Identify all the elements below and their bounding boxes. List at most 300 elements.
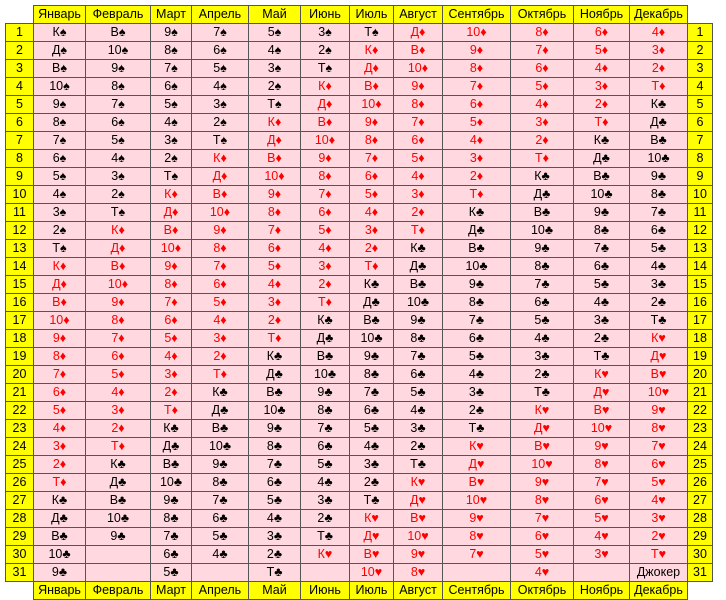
card-cell: В♣ (301, 348, 350, 366)
bottom-month-11: Декабрь (630, 582, 688, 600)
card-cell: 4♦ (394, 168, 443, 186)
card-cell: Т♦ (301, 294, 350, 312)
day-number-left: 17 (6, 312, 34, 330)
card-cell: К♥ (350, 510, 394, 528)
card-cell: 2♦ (350, 240, 394, 258)
day-row (6, 258, 713, 276)
card-cell: 7♥ (574, 474, 630, 492)
card-cell: 5♦ (34, 402, 86, 420)
card-cell: 7♣ (249, 456, 301, 474)
card-cell: 2♦ (443, 168, 511, 186)
card-cell: 8♦ (443, 60, 511, 78)
card-cell: 5♦ (443, 114, 511, 132)
card-cell: 9♣ (350, 348, 394, 366)
card-cell: 4♦ (151, 348, 192, 366)
card-cell: 4♣ (574, 294, 630, 312)
day-number-left: 10 (6, 186, 34, 204)
card-cell: 2♠ (301, 42, 350, 60)
day-number-left: 18 (6, 330, 34, 348)
day-number-left: 14 (6, 258, 34, 276)
card-cell: 9♥ (394, 546, 443, 564)
card-cell: 8♦ (151, 276, 192, 294)
card-cell: 8♥ (511, 492, 574, 510)
card-cell: 2♦ (394, 204, 443, 222)
card-cell: 7♣ (192, 492, 249, 510)
day-row (6, 78, 713, 96)
card-cell: 3♦ (443, 150, 511, 168)
day-number-left: 20 (6, 366, 34, 384)
card-cell: 10♦ (151, 240, 192, 258)
card-cell: 3♦ (630, 42, 688, 60)
card-cell: 3♣ (574, 312, 630, 330)
card-cell: Д♥ (350, 528, 394, 546)
card-cell: 3♠ (249, 60, 301, 78)
day-number-right: 10 (688, 186, 713, 204)
card-cell: 9♦ (34, 330, 86, 348)
card-cell: 7♣ (350, 384, 394, 402)
card-cell: 4♦ (443, 132, 511, 150)
card-cell: 5♣ (511, 312, 574, 330)
day-number-left: 23 (6, 420, 34, 438)
day-row (6, 474, 713, 492)
card-cell: 2♠ (151, 150, 192, 168)
card-cell: В♣ (86, 492, 151, 510)
card-cell: 5♦ (151, 330, 192, 348)
card-cell: Т♣ (630, 312, 688, 330)
card-cell: В♦ (34, 294, 86, 312)
card-cell: 6♣ (249, 474, 301, 492)
card-cell: 5♣ (151, 564, 192, 582)
day-row (6, 96, 713, 114)
card-cell: 2♦ (301, 276, 350, 294)
card-cell: 2♦ (192, 348, 249, 366)
day-number-right: 1 (688, 24, 713, 42)
card-cell: 5♦ (301, 222, 350, 240)
card-cell: 4♣ (394, 402, 443, 420)
day-number-left: 29 (6, 528, 34, 546)
card-cell: Д♥ (511, 420, 574, 438)
day-number-left: 1 (6, 24, 34, 42)
card-cell: 5♠ (86, 132, 151, 150)
day-row (6, 312, 713, 330)
card-cell: К♣ (574, 132, 630, 150)
day-number-right: 28 (688, 510, 713, 528)
card-cell: 6♦ (249, 240, 301, 258)
card-cell: Т♦ (192, 366, 249, 384)
top-month-2: Март (151, 6, 192, 24)
card-cell: Д♣ (574, 150, 630, 168)
card-cell: Т♣ (394, 456, 443, 474)
card-cell: 7♠ (192, 24, 249, 42)
card-cell: К♣ (34, 492, 86, 510)
card-cell: 4♦ (86, 384, 151, 402)
card-cell: Д♦ (34, 276, 86, 294)
card-cell: К♣ (301, 312, 350, 330)
bottom-month-5: Июнь (301, 582, 350, 600)
day-number-right: 8 (688, 150, 713, 168)
card-cell: 7♦ (350, 150, 394, 168)
day-row (6, 366, 713, 384)
card-cell: 7♠ (86, 96, 151, 114)
day-number-left: 16 (6, 294, 34, 312)
card-cell: 5♦ (574, 42, 630, 60)
card-cell: 9♣ (394, 312, 443, 330)
card-cell: В♦ (86, 258, 151, 276)
day-number-right: 23 (688, 420, 713, 438)
card-cell: Д♣ (34, 510, 86, 528)
card-cell: В♦ (249, 150, 301, 168)
card-cell: 4♠ (151, 114, 192, 132)
card-cell: 9♠ (151, 24, 192, 42)
card-cell: Т♣ (301, 528, 350, 546)
card-cell: К♣ (443, 204, 511, 222)
card-cell: 6♦ (394, 132, 443, 150)
card-cell: 6♦ (511, 60, 574, 78)
card-cell: Т♦ (249, 330, 301, 348)
card-cell: Д♦ (394, 24, 443, 42)
card-cell: 5♣ (249, 492, 301, 510)
day-number-left: 31 (6, 564, 34, 582)
card-cell: 3♦ (34, 438, 86, 456)
day-row (6, 132, 713, 150)
card-cell: 9♣ (301, 384, 350, 402)
day-number-right: 6 (688, 114, 713, 132)
card-cell: В♣ (443, 240, 511, 258)
day-number-left: 4 (6, 78, 34, 96)
top-month-4: Май (249, 6, 301, 24)
card-cell: 5♠ (151, 96, 192, 114)
card-cell: В♠ (86, 24, 151, 42)
card-cell (574, 564, 630, 582)
card-cell: 6♣ (350, 402, 394, 420)
day-number-right: 24 (688, 438, 713, 456)
card-cell: 2♣ (443, 402, 511, 420)
card-cell: 3♣ (511, 348, 574, 366)
day-number-right: 27 (688, 492, 713, 510)
card-cell: В♥ (350, 546, 394, 564)
day-number-left: 5 (6, 96, 34, 114)
card-cell: К♣ (249, 348, 301, 366)
card-cell: 10♠ (34, 78, 86, 96)
card-cell: 10♣ (86, 510, 151, 528)
top-month-5: Июнь (301, 6, 350, 24)
card-cell: 8♣ (394, 330, 443, 348)
card-cell: 7♦ (86, 330, 151, 348)
card-cell: В♣ (574, 168, 630, 186)
card-cell: 6♦ (443, 96, 511, 114)
day-number-left: 6 (6, 114, 34, 132)
card-cell: В♣ (249, 384, 301, 402)
card-cell: 5♦ (249, 258, 301, 276)
bottom-month-7: Август (394, 582, 443, 600)
card-cell: Т♠ (34, 240, 86, 258)
card-cell: К♦ (350, 42, 394, 60)
day-number-right: 3 (688, 60, 713, 78)
card-cell: 2♦ (34, 456, 86, 474)
card-cell: К♥ (630, 330, 688, 348)
card-cell: Т♦ (151, 402, 192, 420)
top-month-7: Август (394, 6, 443, 24)
day-number-right: 31 (688, 564, 713, 582)
card-cell: 8♥ (443, 528, 511, 546)
card-cell: 6♠ (34, 150, 86, 168)
card-cell: 4♦ (192, 312, 249, 330)
card-cell (86, 564, 151, 582)
card-cell: 4♦ (34, 420, 86, 438)
card-cell: 2♦ (574, 96, 630, 114)
card-cell: 4♠ (192, 78, 249, 96)
card-cell: К♣ (511, 168, 574, 186)
card-cell: Т♣ (350, 492, 394, 510)
card-cell: 9♦ (151, 258, 192, 276)
card-cell: 6♠ (151, 78, 192, 96)
day-number-right: 22 (688, 402, 713, 420)
card-cell: Т♠ (301, 60, 350, 78)
card-cell: В♦ (350, 78, 394, 96)
card-cell: К♣ (151, 420, 192, 438)
day-number-right: 4 (688, 78, 713, 96)
month-header-bottom (6, 582, 713, 600)
card-cell: 8♦ (249, 204, 301, 222)
card-cell: 5♣ (574, 276, 630, 294)
card-cell: 2♦ (86, 420, 151, 438)
card-cell: 9♣ (630, 168, 688, 186)
card-cell: 4♣ (301, 474, 350, 492)
card-cell: 7♣ (574, 240, 630, 258)
card-cell: В♦ (192, 186, 249, 204)
card-cell: 5♥ (630, 474, 688, 492)
day-number-right: 25 (688, 456, 713, 474)
card-cell: 8♦ (34, 348, 86, 366)
top-month-10: Ноябрь (574, 6, 630, 24)
card-cell: К♣ (630, 96, 688, 114)
card-cell: 2♣ (511, 366, 574, 384)
card-cell: 4♥ (574, 528, 630, 546)
bottom-month-3: Апрель (192, 582, 249, 600)
card-cell: 3♣ (630, 276, 688, 294)
card-cell: К♣ (350, 276, 394, 294)
card-cell: 6♣ (394, 366, 443, 384)
card-cell: 8♦ (511, 24, 574, 42)
day-row (6, 402, 713, 420)
card-cell: 9♣ (151, 492, 192, 510)
day-row (6, 420, 713, 438)
card-cell: 4♣ (350, 438, 394, 456)
card-cell: Д♦ (249, 132, 301, 150)
card-cell: К♥ (511, 402, 574, 420)
card-cell: 7♦ (394, 114, 443, 132)
card-cell: Джокер (630, 564, 688, 582)
card-cell: 10♦ (443, 24, 511, 42)
card-cell: 7♥ (443, 546, 511, 564)
card-cell: 4♣ (249, 510, 301, 528)
card-cell: Д♦ (350, 60, 394, 78)
card-cell: 6♣ (511, 294, 574, 312)
card-cell: 9♦ (249, 186, 301, 204)
card-cell: 6♦ (151, 312, 192, 330)
card-cell: К♥ (574, 366, 630, 384)
card-cell: В♣ (630, 132, 688, 150)
card-cell: 3♣ (394, 420, 443, 438)
card-cell: К♦ (34, 258, 86, 276)
card-cell: 10♣ (630, 150, 688, 168)
card-cell: 9♦ (394, 78, 443, 96)
day-row (6, 240, 713, 258)
bottom-month-2: Март (151, 582, 192, 600)
card-cell: Д♣ (511, 186, 574, 204)
card-cell: 4♠ (86, 150, 151, 168)
card-cell: Д♦ (192, 168, 249, 186)
top-month-11: Декабрь (630, 6, 688, 24)
day-number-left: 26 (6, 474, 34, 492)
card-cell: 6♦ (86, 348, 151, 366)
day-row (6, 150, 713, 168)
card-cell: 9♣ (34, 564, 86, 582)
day-number-right: 15 (688, 276, 713, 294)
card-cell: 7♦ (511, 42, 574, 60)
day-row (6, 42, 713, 60)
day-row (6, 528, 713, 546)
card-cell: 9♥ (511, 474, 574, 492)
card-cell: Д♣ (151, 438, 192, 456)
top-month-3: Апрель (192, 6, 249, 24)
day-row (6, 438, 713, 456)
card-cell: 3♦ (151, 366, 192, 384)
card-cell: Т♣ (443, 420, 511, 438)
top-month-9: Октябрь (511, 6, 574, 24)
card-cell: 10♣ (249, 402, 301, 420)
day-number-right: 16 (688, 294, 713, 312)
card-cell: 8♣ (249, 438, 301, 456)
top-corner-right (688, 6, 713, 24)
card-cell: 8♣ (151, 510, 192, 528)
card-cell: К♦ (192, 150, 249, 168)
card-cell: 10♦ (350, 96, 394, 114)
card-cell: В♣ (350, 312, 394, 330)
card-cell (86, 546, 151, 564)
card-cell: 2♠ (86, 186, 151, 204)
card-cell: Т♦ (511, 150, 574, 168)
card-cell: Т♦ (443, 186, 511, 204)
calendar-body (6, 24, 713, 582)
day-row (6, 276, 713, 294)
card-cell: 5♦ (394, 150, 443, 168)
card-cell: 4♦ (301, 240, 350, 258)
card-cell: 5♠ (192, 60, 249, 78)
bottom-month-8: Сентябрь (443, 582, 511, 600)
card-cell: Д♦ (301, 96, 350, 114)
card-cell: 9♣ (574, 204, 630, 222)
card-cell: 8♥ (394, 564, 443, 582)
card-cell: Т♠ (350, 24, 394, 42)
card-cell: 7♣ (511, 276, 574, 294)
day-number-left: 22 (6, 402, 34, 420)
card-cell: 8♣ (630, 186, 688, 204)
top-month-1: Февраль (86, 6, 151, 24)
card-cell: 10♠ (86, 42, 151, 60)
card-cell: 3♦ (301, 258, 350, 276)
day-number-left: 9 (6, 168, 34, 186)
card-cell: 5♠ (34, 168, 86, 186)
card-cell: 6♠ (86, 114, 151, 132)
card-cell: 6♣ (443, 330, 511, 348)
card-cell: Д♣ (192, 402, 249, 420)
day-number-left: 3 (6, 60, 34, 78)
card-cell: 3♣ (443, 384, 511, 402)
card-cell: 4♦ (511, 96, 574, 114)
card-cell: 2♦ (249, 312, 301, 330)
card-cell: 5♦ (511, 78, 574, 96)
card-cell: 3♦ (394, 186, 443, 204)
card-cell: 9♥ (574, 438, 630, 456)
card-cell: 4♠ (249, 42, 301, 60)
card-cell: К♣ (394, 240, 443, 258)
card-cell: 10♥ (511, 456, 574, 474)
card-cell: Д♣ (630, 114, 688, 132)
card-cell: 9♣ (86, 528, 151, 546)
card-cell: 6♠ (192, 42, 249, 60)
card-cell: 3♠ (192, 96, 249, 114)
card-cell: 3♦ (511, 114, 574, 132)
day-number-left: 25 (6, 456, 34, 474)
day-number-left: 28 (6, 510, 34, 528)
card-cell: 9♠ (86, 60, 151, 78)
card-cell: 9♦ (350, 114, 394, 132)
card-cell: 7♣ (394, 348, 443, 366)
card-cell: 2♦ (630, 60, 688, 78)
card-cell: 6♣ (151, 546, 192, 564)
card-cell: 10♣ (443, 258, 511, 276)
card-cell: 3♦ (192, 330, 249, 348)
card-cell: К♦ (151, 186, 192, 204)
card-cell: Д♦ (86, 240, 151, 258)
card-cell: В♦ (151, 222, 192, 240)
card-cell: К♦ (86, 222, 151, 240)
card-cell: 8♣ (350, 366, 394, 384)
card-cell: К♥ (301, 546, 350, 564)
card-cell: 10♣ (34, 546, 86, 564)
card-cell: 3♠ (301, 24, 350, 42)
card-cell: 9♦ (443, 42, 511, 60)
card-cell: 7♣ (151, 528, 192, 546)
card-cell: Д♣ (86, 474, 151, 492)
card-cell: Д♣ (394, 258, 443, 276)
card-cell: 10♦ (192, 204, 249, 222)
card-cell: 6♥ (511, 528, 574, 546)
card-cell: 5♥ (511, 546, 574, 564)
card-cell: 3♦ (574, 78, 630, 96)
card-cell: 4♣ (630, 258, 688, 276)
day-row (6, 24, 713, 42)
card-cell: В♥ (443, 474, 511, 492)
card-cell: 4♦ (350, 204, 394, 222)
card-cell: В♥ (630, 366, 688, 384)
card-cell: 2♣ (301, 510, 350, 528)
bottom-month-9: Октябрь (511, 582, 574, 600)
day-row (6, 546, 713, 564)
card-cell: 7♣ (443, 312, 511, 330)
card-cell: 9♣ (249, 420, 301, 438)
card-cell: 2♠ (249, 78, 301, 96)
card-cell: 8♦ (301, 168, 350, 186)
card-cell: 4♠ (34, 186, 86, 204)
day-number-right: 13 (688, 240, 713, 258)
day-row (6, 60, 713, 78)
card-cell: 5♦ (86, 366, 151, 384)
card-cell: 6♣ (574, 258, 630, 276)
card-cell: 7♦ (34, 366, 86, 384)
card-cell: 6♥ (574, 492, 630, 510)
